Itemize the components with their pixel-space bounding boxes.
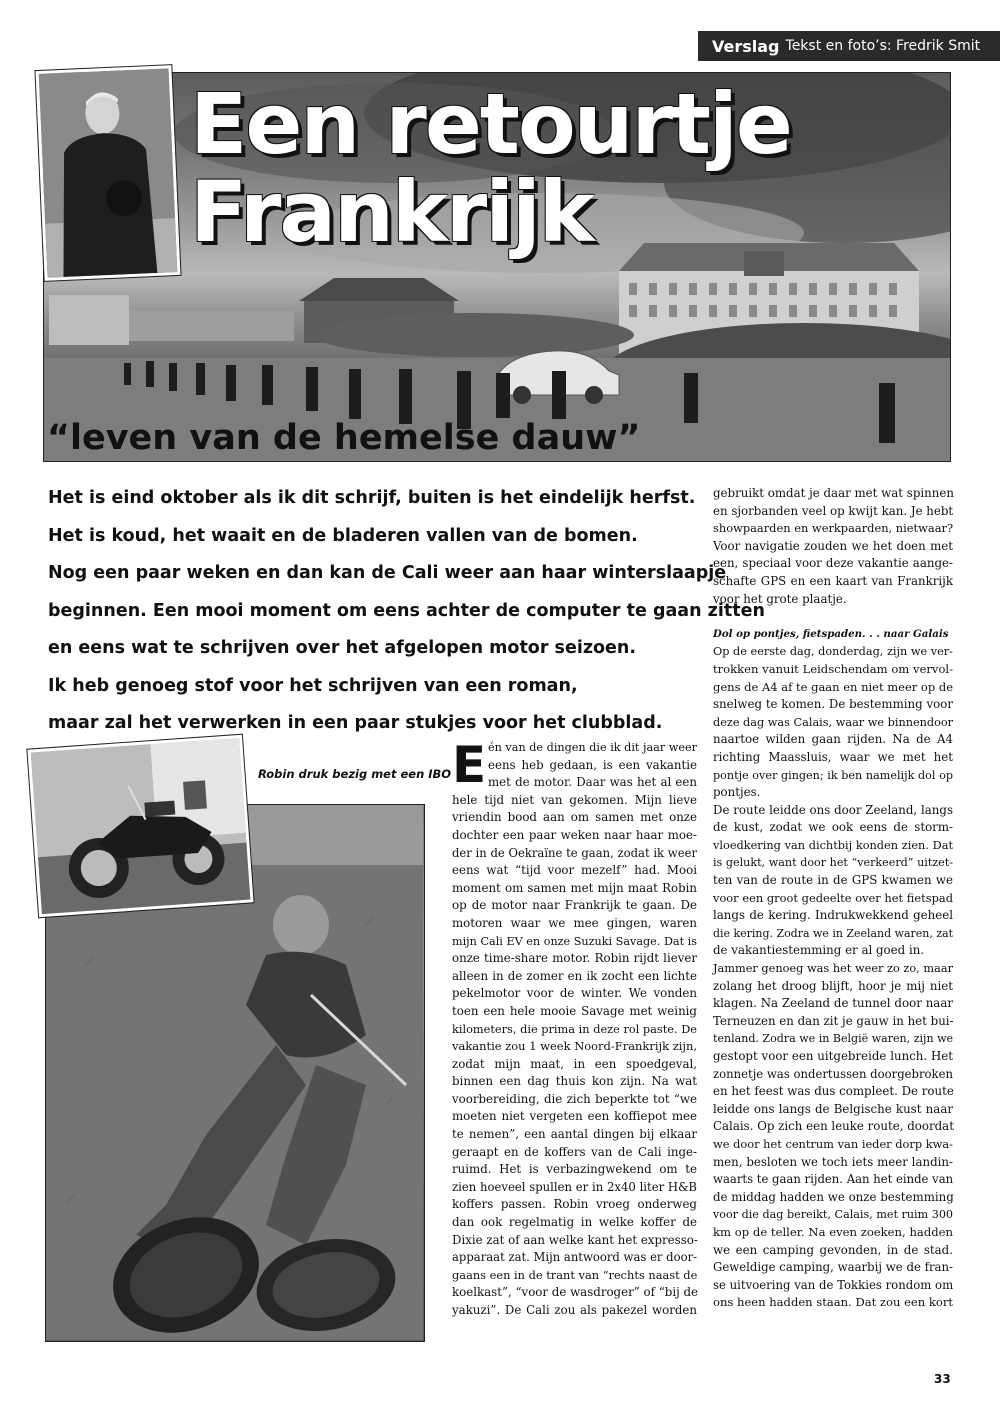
body-line: pontjes. <box>713 785 761 800</box>
section-label: Verslag <box>712 36 780 56</box>
article-subtitle: “leven van de hemelse dauw” <box>47 418 641 458</box>
body-line: men, besloten we toch iets meer landin- <box>713 1154 953 1169</box>
body-line: toen een hele mooie Savage met weinig <box>452 1003 697 1018</box>
body-line: naartoe wilden gaan rijden. Na de A4 <box>713 732 953 747</box>
intro-line: Nog een paar weken en dan kan de Cali weer aan haar winterslaapje <box>48 563 727 583</box>
body-line: moeten niet vergeten een koffiepot mee <box>452 1109 697 1124</box>
author-portrait-photo <box>35 65 180 281</box>
body-line: motoren waar we mee gingen, waren <box>452 915 697 930</box>
body-line: voorbereiding, die zich beperkte tot “we <box>452 1091 697 1106</box>
body-line: is gelukt, want door het “verkeerd” uitzet- <box>713 856 953 870</box>
body-line: pekelmotor voor de winter. We vonden <box>452 986 697 1001</box>
body-line: kilometers, die prima in deze rol paste. De <box>452 1021 697 1036</box>
author-credit: Tekst en foto’s: Fredrik Smit <box>785 38 981 54</box>
body-line: Voor navigatie zouden we het doen met <box>713 538 953 553</box>
body-line: met de motor. Daar was het al een <box>488 775 697 790</box>
body-line: binnen een dag thuis kon zijn. Na wat <box>452 1074 697 1089</box>
page-number: 33 <box>934 1372 951 1386</box>
article-title <box>190 75 791 261</box>
motorcycle-inset-photo <box>27 735 253 918</box>
body-line: yakuzi”. De Cali zou als pakezel worden <box>452 1303 697 1317</box>
body-line: gestopt voor een uitgebreide lunch. Het <box>713 1049 953 1063</box>
body-line: trokken vanuit Leidschendam om vervol- <box>713 661 953 676</box>
body-line: richting Maassluis, waar we met het <box>713 749 953 764</box>
body-line: ons heen hadden staan. Dat zou een kort <box>713 1295 953 1310</box>
body-line: koffers passen. Robin vroeg onderweg <box>452 1197 697 1212</box>
body-line: Terneuzen en dan zit je gauw in het bui- <box>713 1013 954 1028</box>
body-line: dan ook regelmatig in welke koffer de <box>452 1215 697 1230</box>
body-line: gebruikt omdat je daar met wat spinnen <box>713 486 954 500</box>
body-line: apparaat zat. Mijn antwoord was er door- <box>452 1250 698 1265</box>
body-line: we een camping gevonden, in de stad. <box>713 1242 953 1257</box>
body-line: vloedkering van dichtbij konden zien. Dat <box>713 837 953 852</box>
body-line: mijn Cali EV en onze Suzuki Savage. Dat is <box>452 934 697 948</box>
body-line: De route leidde ons door Zeeland, langs <box>713 802 953 817</box>
intro-line: beginnen. Een mooi moment om eens achter de computer te gaan zitten <box>48 600 765 621</box>
body-line: se uitvoering van de Tokkies rondom om <box>713 1277 954 1292</box>
motorcycle-scene <box>31 738 251 914</box>
body-line: vriendin bood aan om samen met onze <box>452 810 697 825</box>
author-portrait-scene <box>39 68 178 277</box>
article-title-line-2: Frankrijk <box>190 163 593 261</box>
body-line: tenland. Zodra we in België waren, zijn we <box>713 1032 954 1046</box>
body-line: klagen. Na Zeeland de tunnel door naar <box>713 996 953 1011</box>
body-line: voor het grote plaatje. <box>713 591 847 606</box>
body-line: de middag hadden we onze bestemming <box>713 1189 954 1204</box>
body-line: gens de A4 af te gaan en niet meer op de <box>713 679 954 694</box>
body-line: alleen in de zomer en ik zocht een lichte <box>452 968 697 983</box>
intro-line: Het is eind oktober als ik dit schrijf, buiten is het eindelijk herfst. <box>48 488 696 508</box>
intro-line: maar zal het verwerken in een paar stukjes voor het clubblad. <box>48 713 663 733</box>
body-line: Op de eerste dag, donderdag, zijn we ver- <box>713 645 953 659</box>
body-line: én van de dingen die ik dit jaar weer <box>488 741 697 754</box>
body-line: ten van de route in de GPS kwamen we <box>713 873 953 888</box>
article-title-line-1: Een retourtje <box>190 75 791 173</box>
body-line: Dixie zat of aan welke kant het expresso- <box>452 1232 698 1247</box>
section-header-bar <box>698 31 1000 61</box>
body-line: op de motor naar Frankrijk te gaan. De <box>452 898 697 913</box>
intro-line: Ik heb genoeg stof voor het schrijven van een roman, <box>48 675 578 696</box>
body-line: en het feest was dus compleet. De route <box>713 1084 954 1099</box>
section-subheading: Dol op pontjes, fietspaden. . . naar Galais <box>713 627 949 640</box>
body-line: gaans een in de trant van “rechts naast de <box>452 1267 698 1282</box>
body-line: die kering. Zodra we in Zeeland waren, zat <box>713 926 954 940</box>
body-line: snelweg te komen. De bestemming voor <box>713 697 953 712</box>
body-line: de vakantiestemming er al goed in. <box>713 943 925 958</box>
body-line: showpaarden en werkpaarden, nietwaar? <box>713 521 954 536</box>
intro-line: en eens wat te schrijven over het afgelopen motor seizoen. <box>48 638 637 658</box>
article-column-2 <box>713 485 953 1312</box>
paragraph-spacer <box>713 608 953 626</box>
body-line: voor die dag bereikt, Calais, met ruim 300 <box>713 1208 953 1222</box>
body-line: Calais. Op zich een leuke route, doordat <box>713 1119 954 1134</box>
body-line: zien hoeveel spullen er in 2x40 liter H&B <box>452 1179 697 1194</box>
article-column-1 <box>452 736 699 1320</box>
body-line: schafte GPS en een kaart van Frankrijk <box>713 573 953 588</box>
drop-cap: E <box>452 736 487 794</box>
body-line: de kust, zodat we ook eens de storm- <box>713 820 953 835</box>
body-line: Geweldige camping, waarbij we de fran- <box>713 1260 953 1275</box>
body-line: te nemen”, een aantal dingen bij elkaar <box>452 1127 697 1142</box>
body-line: dochter een paar weken naar haar moe- <box>452 827 697 842</box>
body-line: hele tijd niet van gekomen. Mijn lieve <box>452 792 697 807</box>
body-line: zodat mijn maat, in een spoedgeval, <box>452 1056 697 1071</box>
body-line: en sjorbanden veel op kwijt kan. Je hebt <box>713 503 954 518</box>
body-line: een, speciaal voor deze vakantie aange- <box>713 556 953 571</box>
article-intro <box>48 480 765 743</box>
body-line: leidde ons langs de Belgische kust naar <box>713 1101 953 1116</box>
photo-caption: Robin druk bezig met een IBO <box>258 767 452 781</box>
body-line: zolang het droog blijft, hoor je mij niet <box>713 978 953 993</box>
body-line: koelkast”, “voor de wasdroger” of “bij de <box>452 1285 699 1300</box>
body-line: deze dag was Calais, waar we binnendoor <box>713 715 954 729</box>
body-line: onze time-share motor. Robin rijdt liever <box>452 951 697 966</box>
body-line: waarts te gaan rijden. Aan het einde van <box>713 1172 954 1187</box>
body-line: langs de kering. Indrukwekkend geheel <box>713 908 953 923</box>
body-line: zonnetje was ondertussen doorgebroken <box>713 1066 953 1081</box>
body-line: ruimd. Het is verbazingwekend om te <box>452 1162 697 1177</box>
body-line: eens wat “tijd voor mezelf” had. Mooi <box>452 863 697 878</box>
body-line: vakantie zou 1 week Noord-Frankrijk zijn, <box>452 1039 697 1054</box>
body-line: der in de Oekraïne te gaan, zodat ik weer <box>452 845 697 860</box>
intro-line: Het is koud, het waait en de bladeren vallen van de bomen. <box>48 525 638 546</box>
body-line: moment om samen met mijn maat Robin <box>452 880 697 895</box>
body-line: pontje over gingen; ik ben namelijk dol op <box>713 768 953 782</box>
body-line: geraapt en de koffers van de Cali inge- <box>452 1144 697 1159</box>
body-line: Jammer genoeg was het weer zo zo, maar <box>713 961 953 976</box>
body-line: eens heb gedaan, is een vakantie <box>488 757 697 772</box>
body-line: we door het centrum van ieder dorp kwa- <box>713 1136 953 1151</box>
body-line: km op de teller. Na even zoeken, hadden <box>713 1224 953 1239</box>
body-line: voor een groot gedeelte over het fietspad <box>713 890 953 905</box>
